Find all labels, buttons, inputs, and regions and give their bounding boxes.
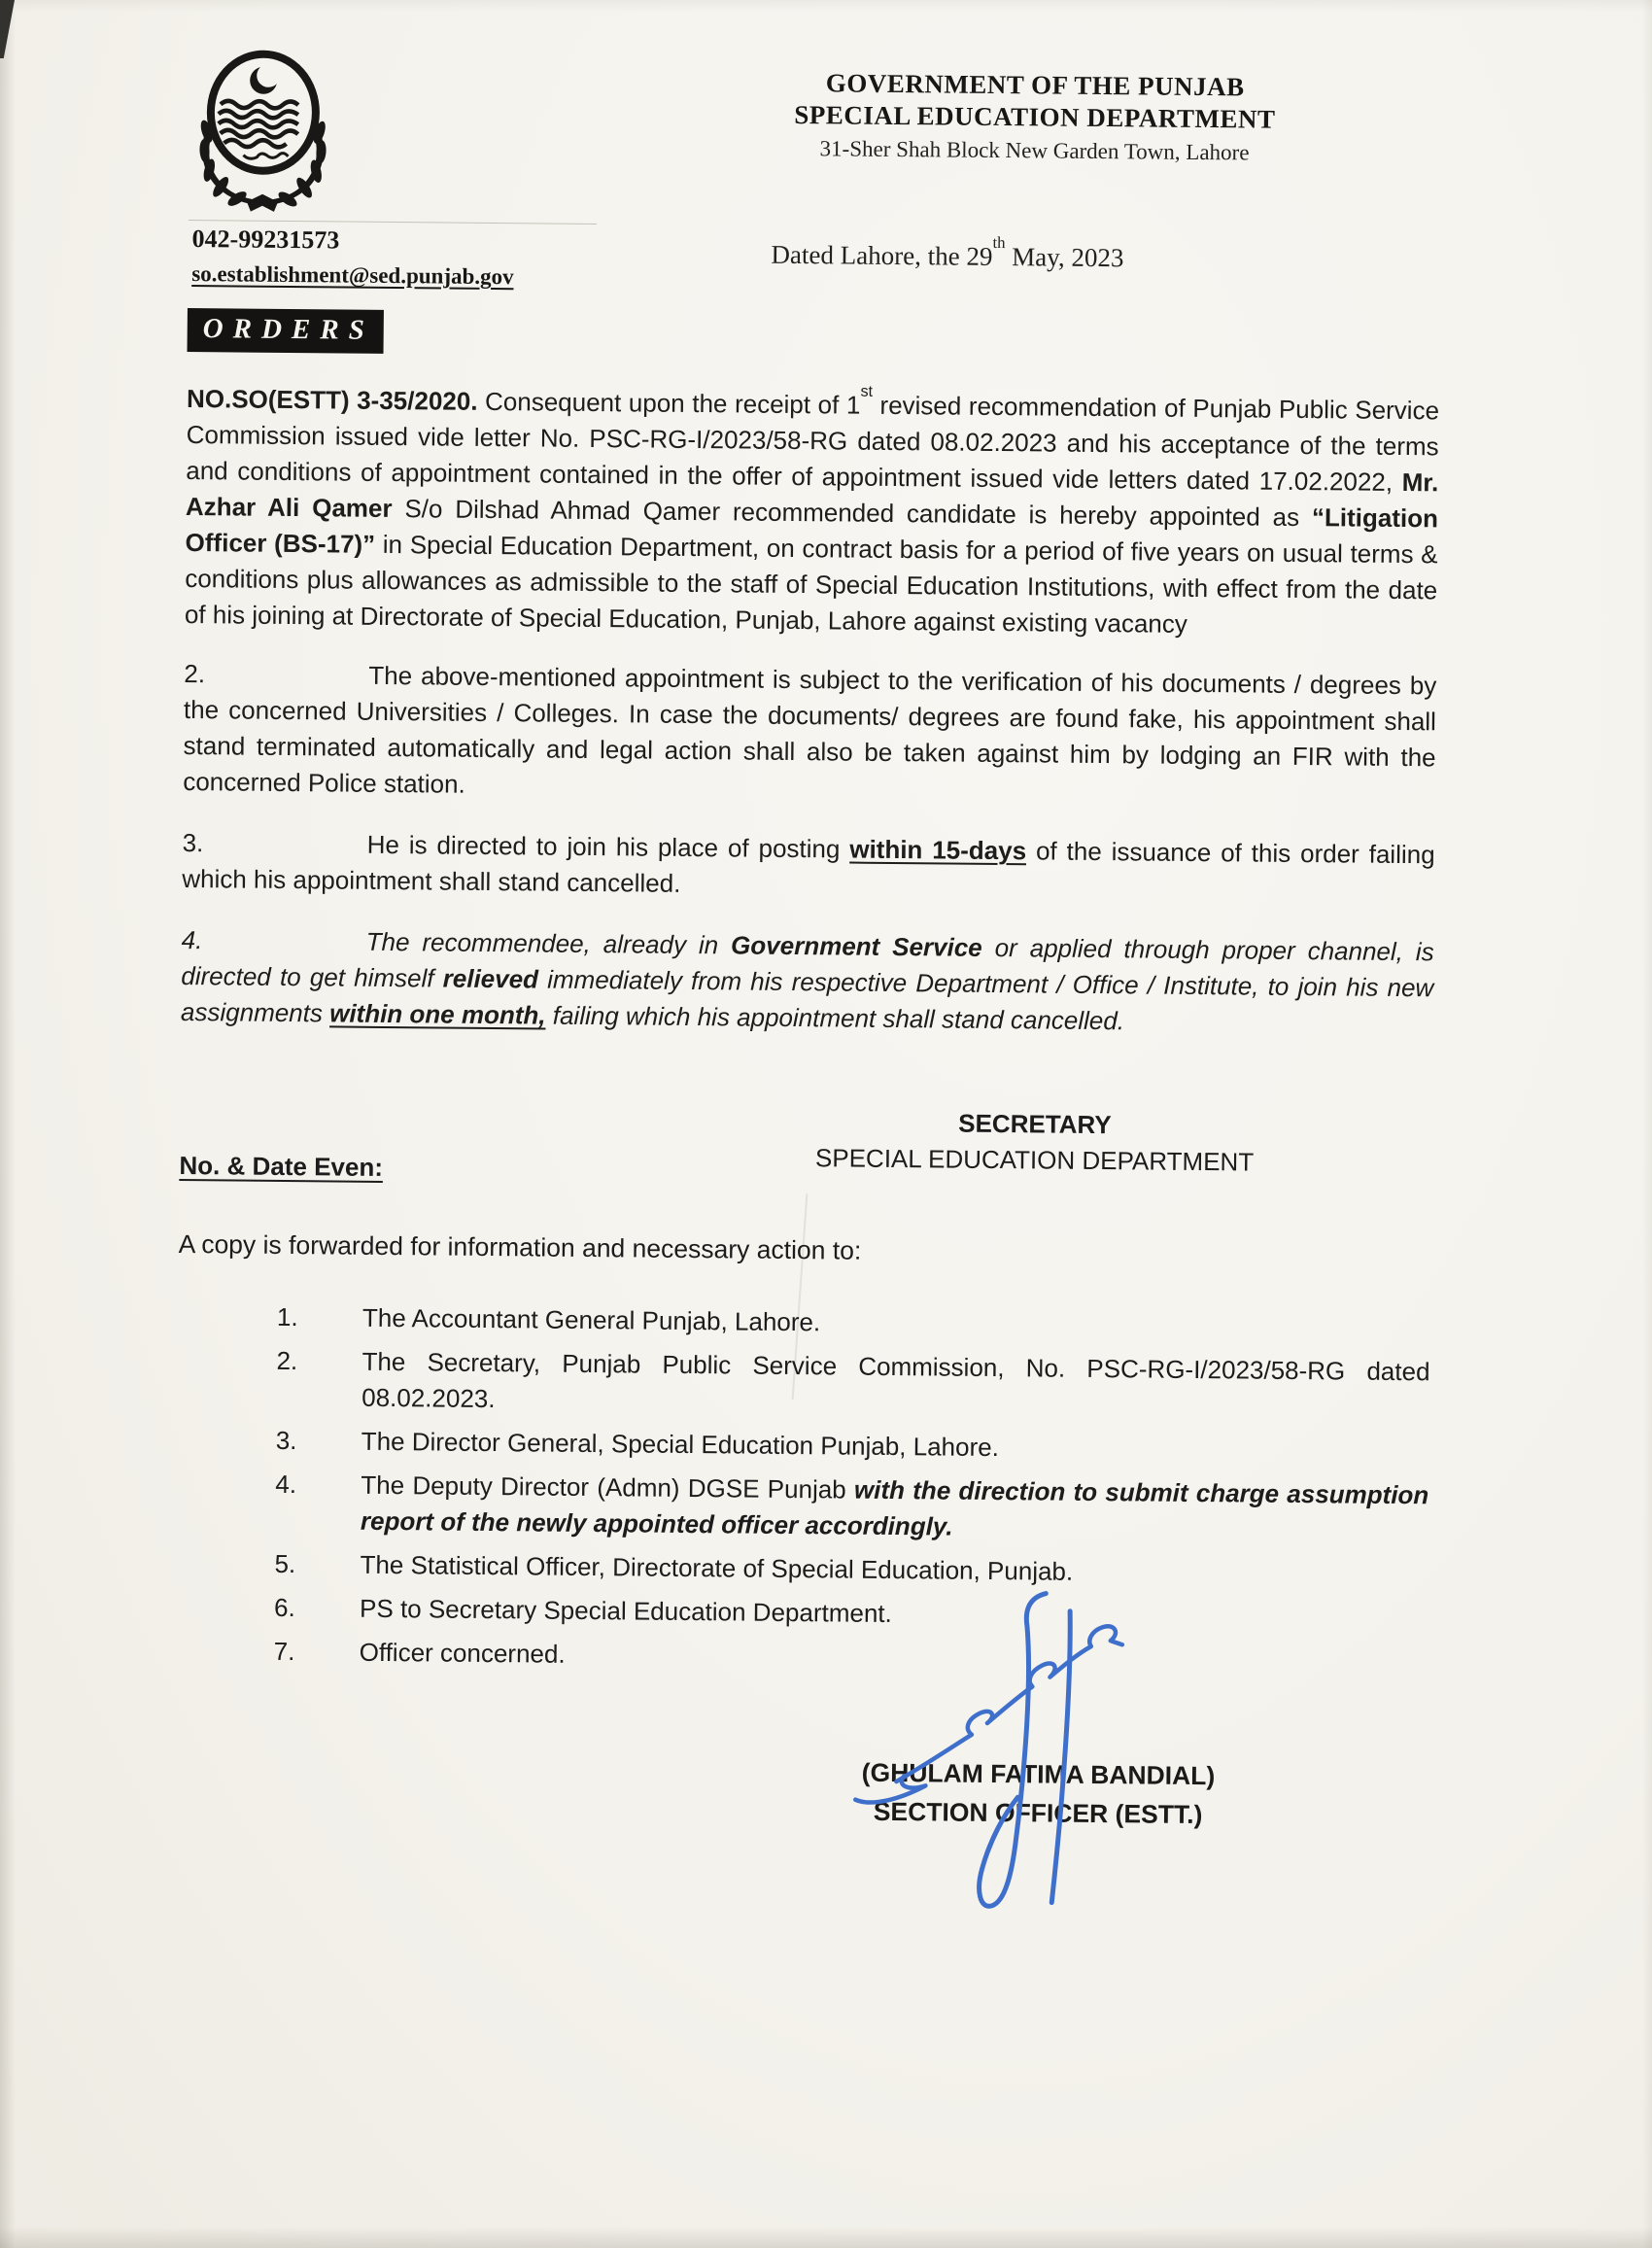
office-address: 31-Sher Shah Block New Garden Town, Lahore	[819, 136, 1250, 165]
recipient-text: Officer concerned.	[359, 1637, 566, 1669]
letterhead-text	[684, 66, 1385, 169]
signatory-name: (GHULAM FATIMA BANDIAL)	[861, 1757, 1216, 1791]
recipient-text: The Accountant General Punjab, Lahore.	[361, 1302, 821, 1337]
recipient-text: PS to Secretary Special Education Department.	[359, 1593, 892, 1629]
recipient-number: 2.	[276, 1345, 298, 1376]
order-paragraph-4	[181, 922, 1434, 1042]
recipient-number: 5.	[274, 1548, 296, 1579]
orders-heading: ORDERS	[188, 308, 384, 354]
email-address: so.establishment@sed.punjab.gov	[191, 261, 514, 290]
paragraph-text: NO.SO(ESTT) 3-35/2020. Consequent upon the receipt of 1st revised recommendation of Punjab Public Service Commission issued vide letter No. PSC-RG-I/2023/58-RG dated 08.02.2023 and his acceptance of the terms and conditions of appointment contained in the offer of appointment issued vide letters dated 17.02.2022, Mr. Azhar Ali Qamer S/o Dilshad Ahmad Qamer recommended candidate is hereby appointed as “Litigation Officer (BS-17)” in Special Education Department, on contract basis for a period of five years on usual terms & conditions plus allowances as admissible to the staff of Special Education Institutions, with effect from the date of his joining at Directorate of Special Education, Punjab, Lahore against existing vacancy	[184, 382, 1440, 639]
recipient-row	[274, 1590, 1428, 1637]
recipient-number: 4.	[275, 1469, 297, 1500]
recipient-text: The Deputy Director (Admn) DGSE Punjab with the direction to submit charge assumption report of the newly appointed officer accordingly.	[360, 1470, 1429, 1541]
order-paragraph-1	[185, 381, 1439, 644]
recipient-text: The Secretary, Punjab Public Service Commission, No. PSC-RG-I/2023/58-RG dated 08.02.2023.	[361, 1346, 1430, 1414]
recipient-number: 7.	[273, 1636, 295, 1667]
signatory-block	[795, 1752, 1282, 1835]
order-paragraph-2	[183, 656, 1436, 812]
punjab-emblem-icon	[189, 48, 338, 214]
paragraph-number: 2.	[184, 658, 206, 689]
recipient-row	[277, 1299, 1430, 1346]
recipient-row	[274, 1546, 1428, 1593]
recipient-row	[275, 1467, 1429, 1549]
letter-date: Dated Lahore, the 29th May, 2023	[771, 232, 1124, 273]
recipient-text: The Statistical Officer, Directorate of Special Education, Punjab.	[360, 1549, 1074, 1586]
dept-name: SPECIAL EDUCATION DEPARTMENT	[794, 99, 1276, 134]
paragraph-number: 3.	[182, 827, 204, 858]
recipient-number: 1.	[276, 1301, 298, 1332]
phone-number: 042-99231573	[191, 225, 340, 255]
paragraph-text: The recommendee, already in Government Service or applied through proper channel, is directed to get himself relieved immediately from his respective Department / Office / Institute, to join his new assignments within one month, failing which his appointment shall stand cancelled.	[180, 926, 1434, 1036]
order-paragraph-3	[182, 825, 1435, 909]
signatory-title: SECTION OFFICER (ESTT.)	[873, 1796, 1203, 1830]
recipient-text: The Director General, Special Education Punjab, Lahore.	[361, 1426, 1000, 1463]
secretary-signature-block	[762, 1104, 1307, 1181]
forwarding-line: A copy is forwarded for information and necessary action to:	[178, 1228, 862, 1265]
org-name: GOVERNMENT OF THE PUNJAB	[825, 68, 1245, 102]
recipient-row	[276, 1343, 1430, 1426]
secretary-department: SPECIAL EDUCATION DEPARTMENT	[814, 1143, 1255, 1177]
recipient-row	[274, 1634, 1428, 1680]
recipient-number: 6.	[273, 1592, 295, 1623]
letterhead-divider	[189, 220, 597, 225]
paragraph-number: 4.	[181, 924, 203, 955]
even-number-label: No. & Date Even:	[179, 1150, 384, 1182]
secretary-title: SECRETARY	[958, 1108, 1112, 1140]
paragraph-text: He is directed to join his place of posting within 15-days of the issuance of this order failing which his appointment shall stand cancelled.	[182, 829, 1435, 898]
paragraph-text: The above-mentioned appointment is subject to the verification of his documents / degrees by the concerned Universities / Colleges. In case the documents/ degrees are found fake, his appointment shall stand terminated automatically and legal action shall also be taken against him by lodging an FIR with the concerned Police station.	[183, 660, 1437, 799]
recipient-number: 3.	[275, 1425, 297, 1456]
recipients-list	[175, 1298, 1431, 1680]
recipient-row	[276, 1423, 1429, 1470]
letterhead	[188, 44, 1443, 320]
